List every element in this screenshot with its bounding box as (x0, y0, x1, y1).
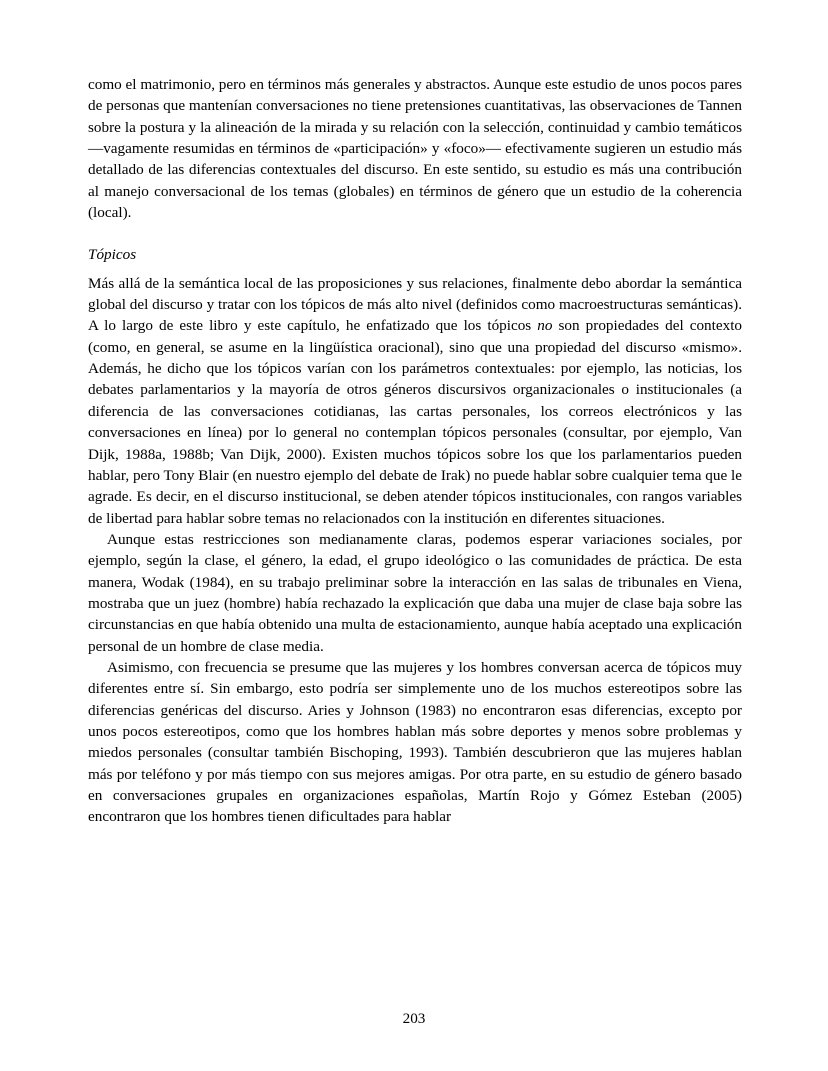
page-number: 203 (402, 1010, 426, 1027)
emphasis-no: no (537, 317, 553, 335)
section-heading-topicos: Tópicos (88, 246, 137, 264)
spacer-below-heading (88, 266, 742, 273)
spacer-above-heading (88, 223, 742, 244)
page-text-column (88, 74, 742, 828)
paragraph-text-part-b: son propiedades del contexto (como, en general, se asume en la lingüística oracional), sino que una propiedad del discurso «mismo». Además, he dicho que los tópicos varían con los parámetros contextuales: por ejemplo, las noticias, los debates parlamentarios y la mayoría de otros géneros discursivos organizacionales o institucionales (a diferencia de las conversaciones cotidianas, las cartas personales, los correos electrónicos y las conversaciones en línea) por lo general no contemplan tópicos personales (consultar, por ejemplo, Van Dijk, 1988a, 1988b; Van Dijk, 2000). Existen muchos tópicos sobre los que los parlamentarios pueden hablar, pero Tony Blair (en nuestro ejemplo del debate de Irak) no puede hablar sobre cualquier tema que le agrade. Es decir, en el discurso institucional, se deben atender tópicos institucionales, con rangos variables de libertad para hablar sobre temas no relacionados con la institución en diferentes situaciones. (88, 317, 743, 527)
paragraph-wodak: Aunque estas restricciones son medianamente claras, podemos esperar variaciones sociales, por ejemplo, según la clase, el género, la edad, el grupo ideológico o las comunidades de práctica. De esta manera, Wodak (1984), en su trabajo preliminar sobre la interacción en las salas de tribunales en Viena, mostraba que un juez (hombre) había rechazado la explicación que daba una mujer de clase baja sobre las circunstancias en que había obtenido una multa de estacionamiento, aunque había aceptado una explicación personal de un hombre de clase media. (88, 530, 742, 655)
paragraph-continuation: como el matrimonio, pero en términos más generales y abstractos. Aunque este estudio de unos pocos pares de personas que mantenían conversaciones no tiene pretensiones cuantitativas, las observaciones de Tannen sobre la postura y la alineación de la mirada y su relación con la selección, continuidad y cambio temáticos —vagamente resumidas en términos de «participación» y «foco»— efectivamente sugieren un estudio más detallado de las diferencias contextuales del discurso. En este sentido, su estudio es más una contribución al manejo conversacional de los temas (globales) en términos de género que un estudio de la coherencia (local). (88, 76, 742, 222)
paragraph-asimismo: Asimismo, con frecuencia se presume que las mujeres y los hombres conversan acerca de tópicos muy diferentes entre sí. Sin embargo, esto podría ser simplemente uno de los muchos estereotipos sobre las diferencias genéricas del discurso. Aries y Johnson (1983) no encontraron esas diferencias, excepto por unos pocos estereotipos, como que los hombres hablan más sobre deportes y menos sobre problemas y miedos personales (consultar también Bischoping, 1993). También descubrieron que las mujeres hablan más por teléfono y por más tiempo con sus mejores amigas. Por otra parte, en su estudio de género basado en conversaciones grupales en organizaciones españolas, Martín Rojo y Gómez Esteban (2005) encontraron que los hombres tienen dificultades para hablar (88, 658, 742, 826)
paragraph-text-part-a: Más allá de la semántica local de las proposiciones y sus relaciones, finalmente debo abordar la semántica global del discurso y tratar con los tópicos de más alto nivel (definidos como macroestructuras semánticas). A lo largo de este libro y este capítulo, he enfatizado que los tópicos (88, 274, 742, 335)
paragraph-topicos-body (88, 273, 742, 529)
